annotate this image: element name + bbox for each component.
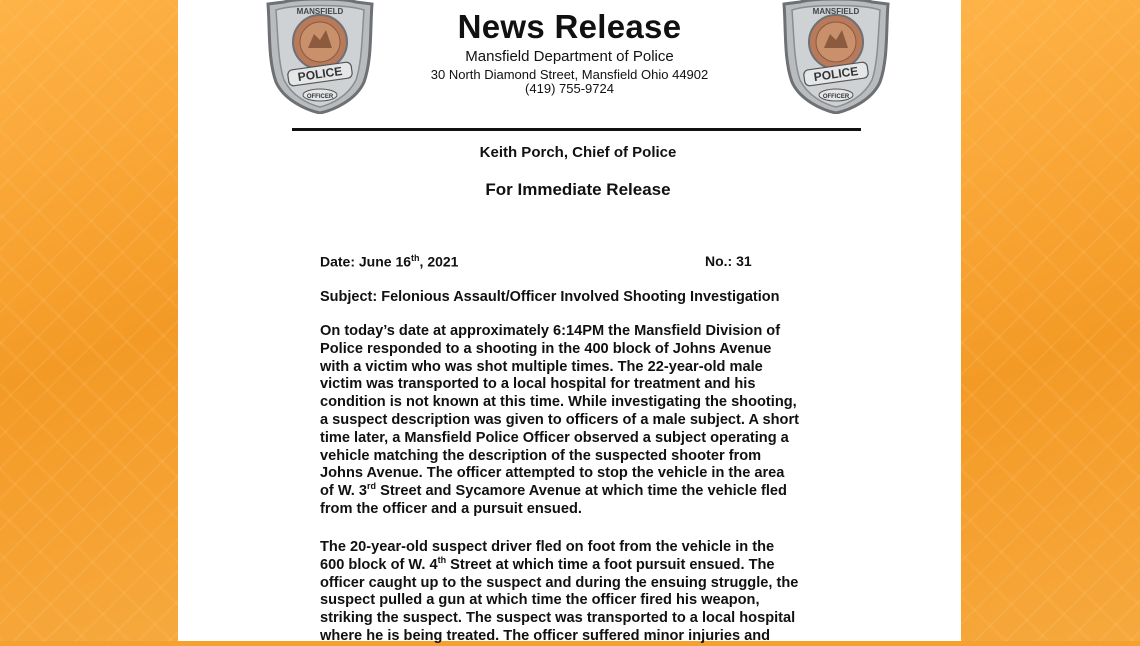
paragraph-line: officer caught up to the suspect and during the ensuing struggle, the bbox=[320, 574, 799, 591]
department-address: 30 North Diamond Street, Mansfield Ohio 44902 bbox=[430, 67, 709, 82]
paragraph-line: Johns Avenue. The officer attempted to stop the vehicle in the area bbox=[320, 465, 785, 482]
paragraph-line: On today’s date at approximately 6:14PM the Mansfield Division of bbox=[320, 323, 781, 339]
immediate-release-heading: For Immediate Release bbox=[485, 180, 671, 199]
release-title: News Release bbox=[457, 8, 682, 45]
badge-top-word: MANSFIELD bbox=[812, 7, 860, 16]
paragraph-line: victim was transported to a local hospital for treatment and his bbox=[320, 376, 756, 393]
paragraph-line: where he is being treated. The officer suffered minor injuries and bbox=[320, 627, 771, 644]
paragraph-line: suspect pulled a gun at which time the officer fired his weapon, bbox=[320, 592, 760, 609]
paragraph-line: a suspect description was given to officers of a male subject. A short bbox=[320, 411, 800, 428]
paragraph-line bbox=[320, 554, 840, 575]
date-year: , 2021 bbox=[419, 253, 459, 270]
badge-top-word: MANSFIELD bbox=[296, 7, 344, 16]
date-suffix: th bbox=[411, 253, 420, 263]
paragraph-line: striking the suspect. The suspect was transported to a local hospital bbox=[320, 610, 796, 627]
release-subject: Subject: Felonious Assault/Officer Involved Shooting Investigation bbox=[320, 289, 780, 305]
paragraph-line: from the officer and a pursuit ensued. bbox=[320, 500, 582, 517]
badge-officer-word: OFFICER bbox=[306, 94, 334, 100]
paragraph-line: time later, a Mansfield Police Officer observed a subject operating a bbox=[320, 429, 789, 446]
background-right-panel bbox=[961, 0, 1140, 641]
department-phone: (419) 755-9724 bbox=[525, 81, 614, 96]
line-part: of W. 3 bbox=[320, 483, 368, 500]
ordinal-suffix: th bbox=[437, 554, 447, 565]
news-release-document bbox=[178, 0, 961, 644]
paragraph-1 bbox=[320, 323, 840, 519]
department-name: Mansfield Department of Police bbox=[465, 48, 674, 65]
paragraph-line: vehicle matching the description of the suspected shooter from bbox=[320, 447, 762, 464]
release-number: No.: 31 bbox=[705, 253, 752, 269]
chief-of-police: Keith Porch, Chief of Police bbox=[479, 144, 677, 161]
badge-police-word: POLICE bbox=[296, 63, 344, 85]
release-date bbox=[320, 253, 770, 270]
paragraph-line: condition is not known at this time. While investigating the shooting, bbox=[320, 394, 797, 411]
background-left-panel bbox=[0, 0, 178, 641]
badge-police-word: POLICE bbox=[812, 63, 860, 85]
line-part: 600 block of W. 4 bbox=[320, 556, 438, 573]
line-part: Street and Sycamore Avenue at which time the vehicle fled bbox=[376, 483, 787, 500]
paragraph-2 bbox=[320, 539, 840, 646]
date-label: Date: June 16 bbox=[320, 253, 412, 270]
paragraph-line: The 20-year-old suspect driver fled on foot from the vehicle in the bbox=[320, 539, 775, 555]
paragraph-line bbox=[320, 483, 840, 501]
header-divider bbox=[292, 128, 861, 131]
paragraph-line: with a victim who was shot multiple times. The 22-year-old male bbox=[320, 358, 763, 375]
badge-officer-word: OFFICER bbox=[822, 94, 850, 100]
line-part: Street at which time a foot pursuit ensued. The bbox=[446, 556, 775, 573]
paragraph-line: Police responded to a shooting in the 400 block of Johns Avenue bbox=[320, 340, 772, 357]
ordinal-suffix: rd bbox=[367, 481, 377, 492]
